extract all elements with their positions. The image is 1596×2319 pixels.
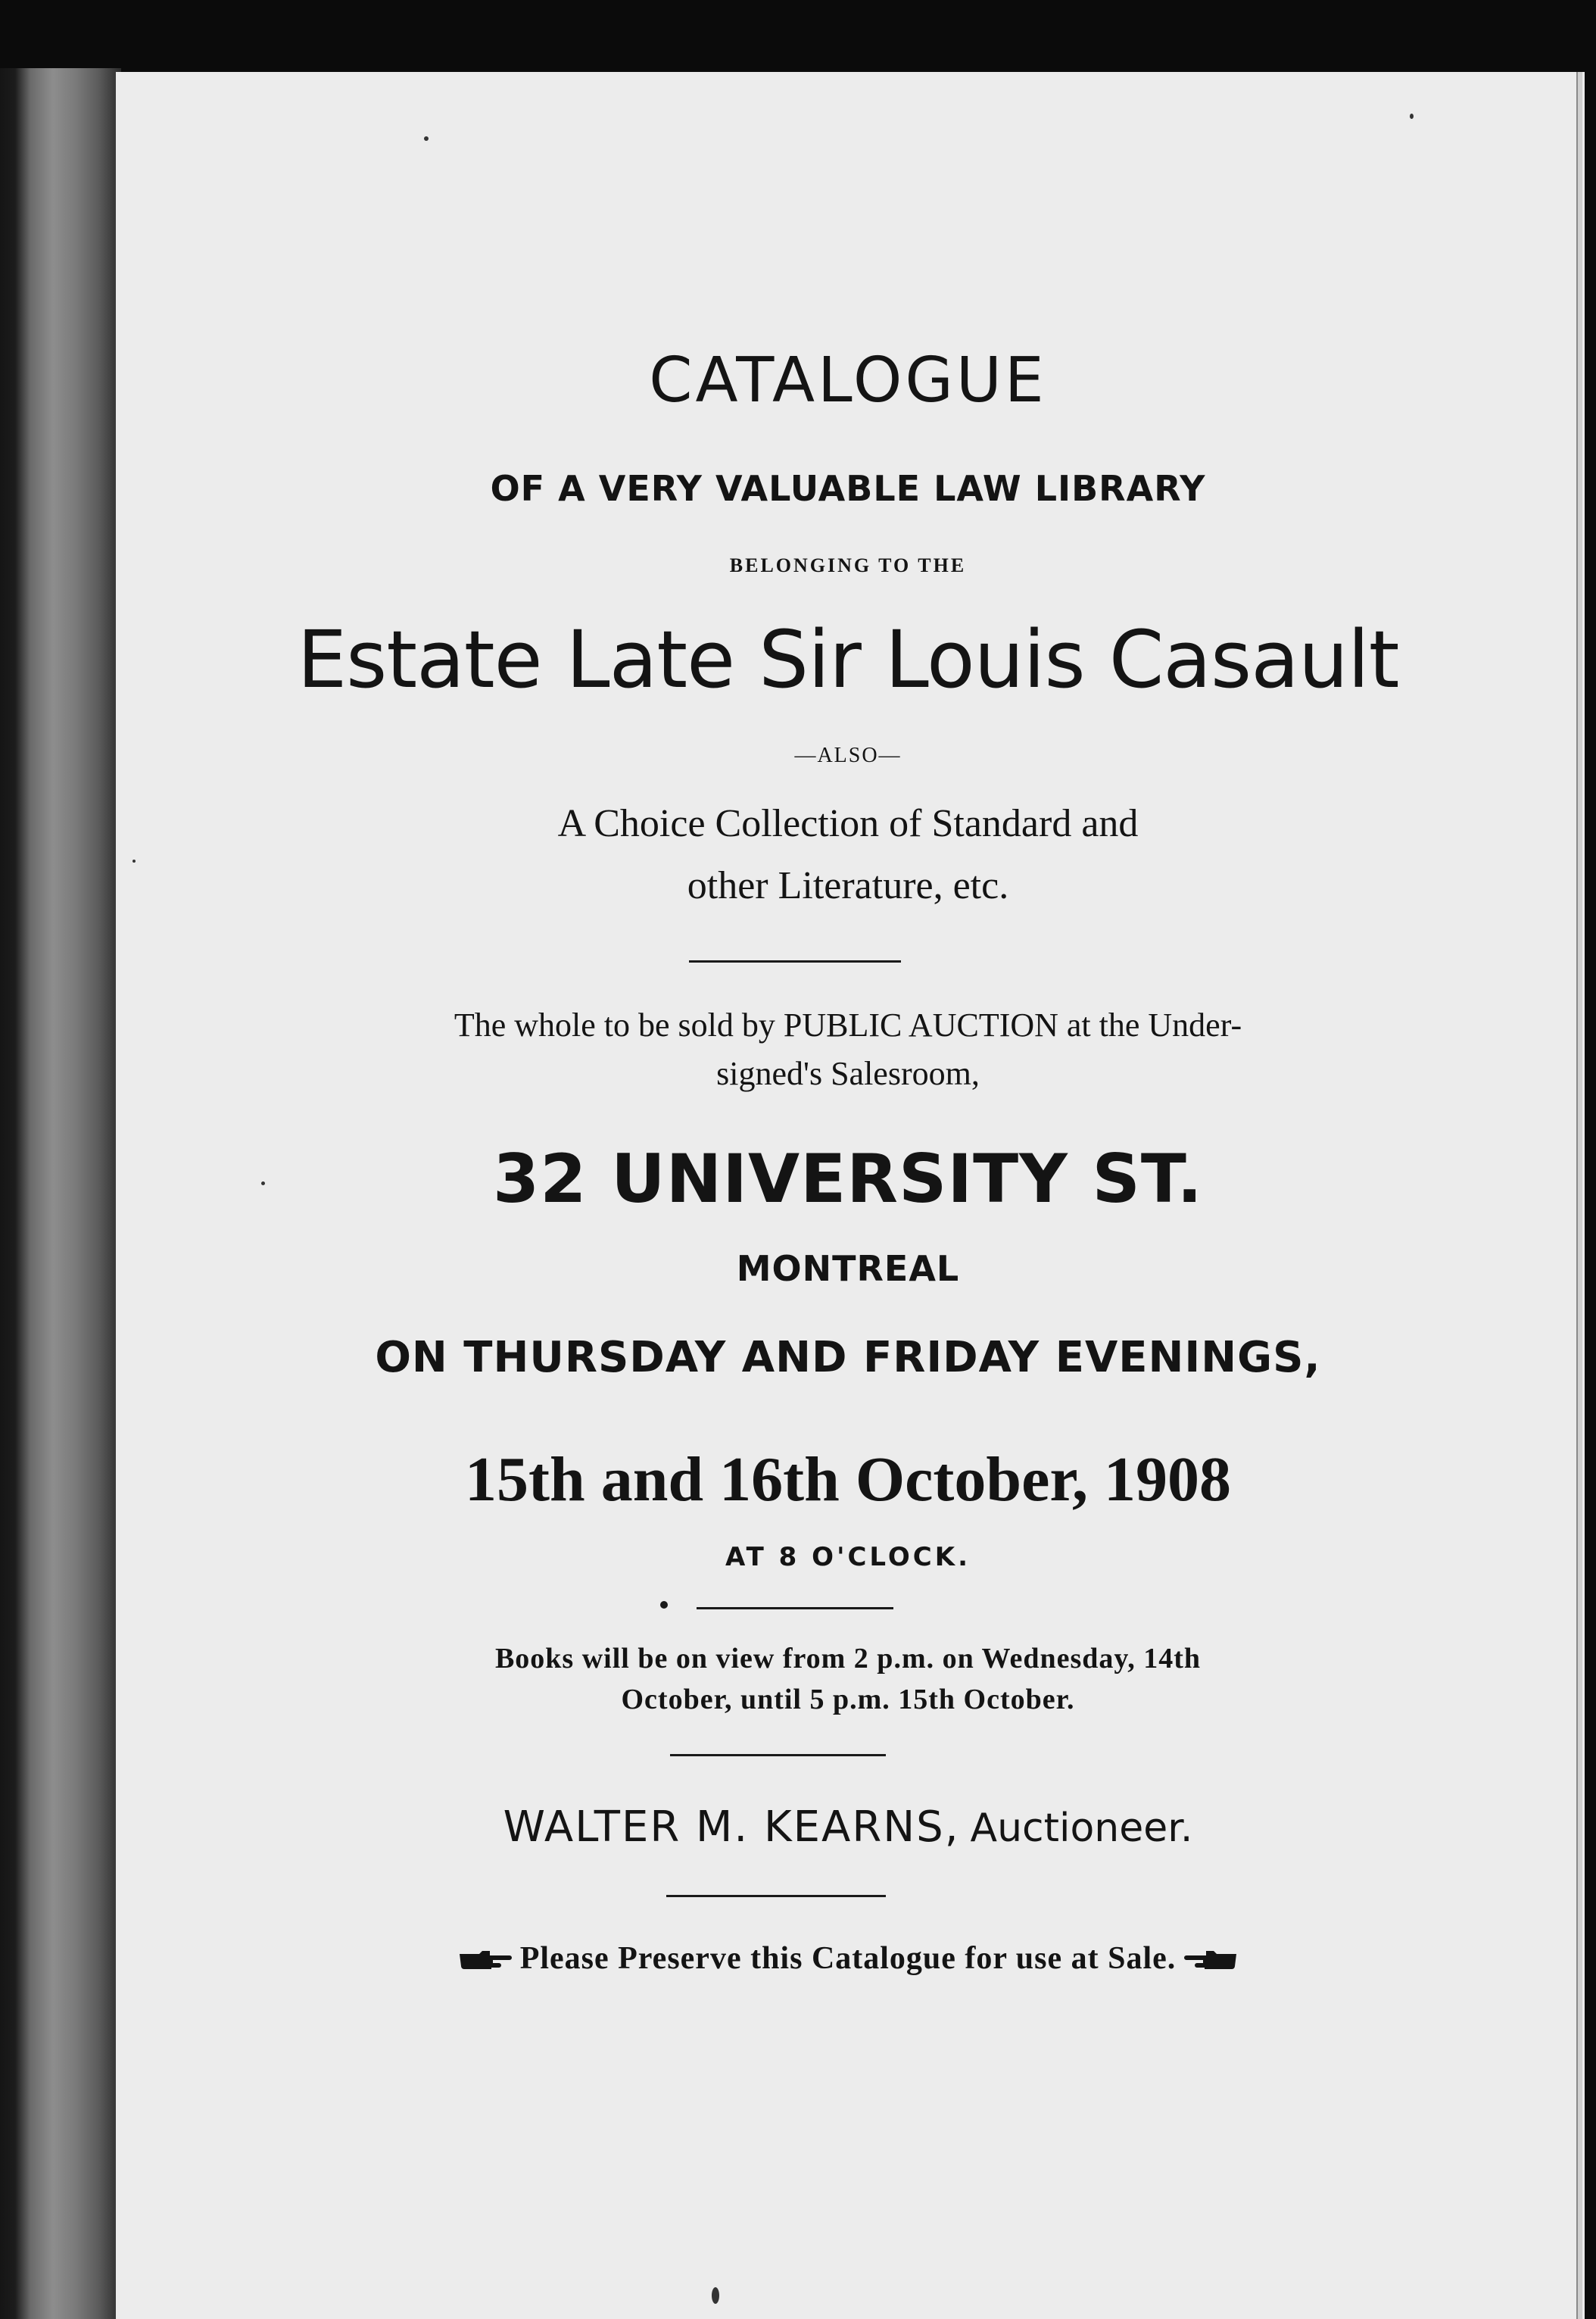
catalogue-subtitle: OF A VERY VALUABLE LAW LIBRARY (490, 468, 1206, 509)
divider-rule (670, 1754, 886, 1756)
ornament-dot (660, 1601, 668, 1609)
divider-rule (666, 1895, 886, 1897)
page-content (114, 0, 1582, 2319)
auction-dates: 15th and 16th October, 1908 (465, 1444, 1231, 1515)
estate-heading: Estate Late Sir Louis Casault (297, 613, 1399, 706)
viewing-line-1: Books will be on view from 2 p.m. on Wednesday, 14th (494, 1643, 1202, 1674)
collection-line-2: other Literature, etc. (687, 864, 1009, 907)
auction-days: ON THURSDAY AND FRIDAY EVENINGS, (375, 1333, 1321, 1382)
pointing-hand-right-icon (458, 1949, 513, 1972)
also-line: —ALSO— (794, 744, 902, 767)
auctioneer-line (114, 1802, 1582, 1852)
auction-address: 32 UNIVERSITY ST. (493, 1140, 1203, 1218)
belonging-line: BELONGING TO THE (729, 554, 967, 576)
divider-rule (689, 960, 901, 963)
auction-city: MONTREAL (736, 1248, 960, 1289)
preserve-notice (114, 1940, 1582, 1977)
auction-line-2: signed's Salesroom, (716, 1055, 980, 1092)
divider-rule (697, 1607, 893, 1609)
auction-time: AT 8 O'CLOCK. (725, 1542, 971, 1572)
auctioneer-name: WALTER M. KEARNS, (503, 1802, 960, 1852)
pointing-hand-left-icon (1183, 1949, 1238, 1972)
catalogue-title: CATALOGUE (649, 345, 1047, 417)
auctioneer-role: Auctioneer. (970, 1806, 1193, 1851)
preserve-text: Please Preserve this Catalogue for use at Sale. (519, 1941, 1177, 1976)
book-binding (0, 68, 121, 2319)
collection-line-1: A Choice Collection of Standard and (557, 802, 1139, 845)
viewing-line-2: October, until 5 p.m. 15th October. (621, 1684, 1075, 1715)
auction-line-1: The whole to be sold by PUBLIC AUCTION at the Under- (454, 1007, 1242, 1044)
